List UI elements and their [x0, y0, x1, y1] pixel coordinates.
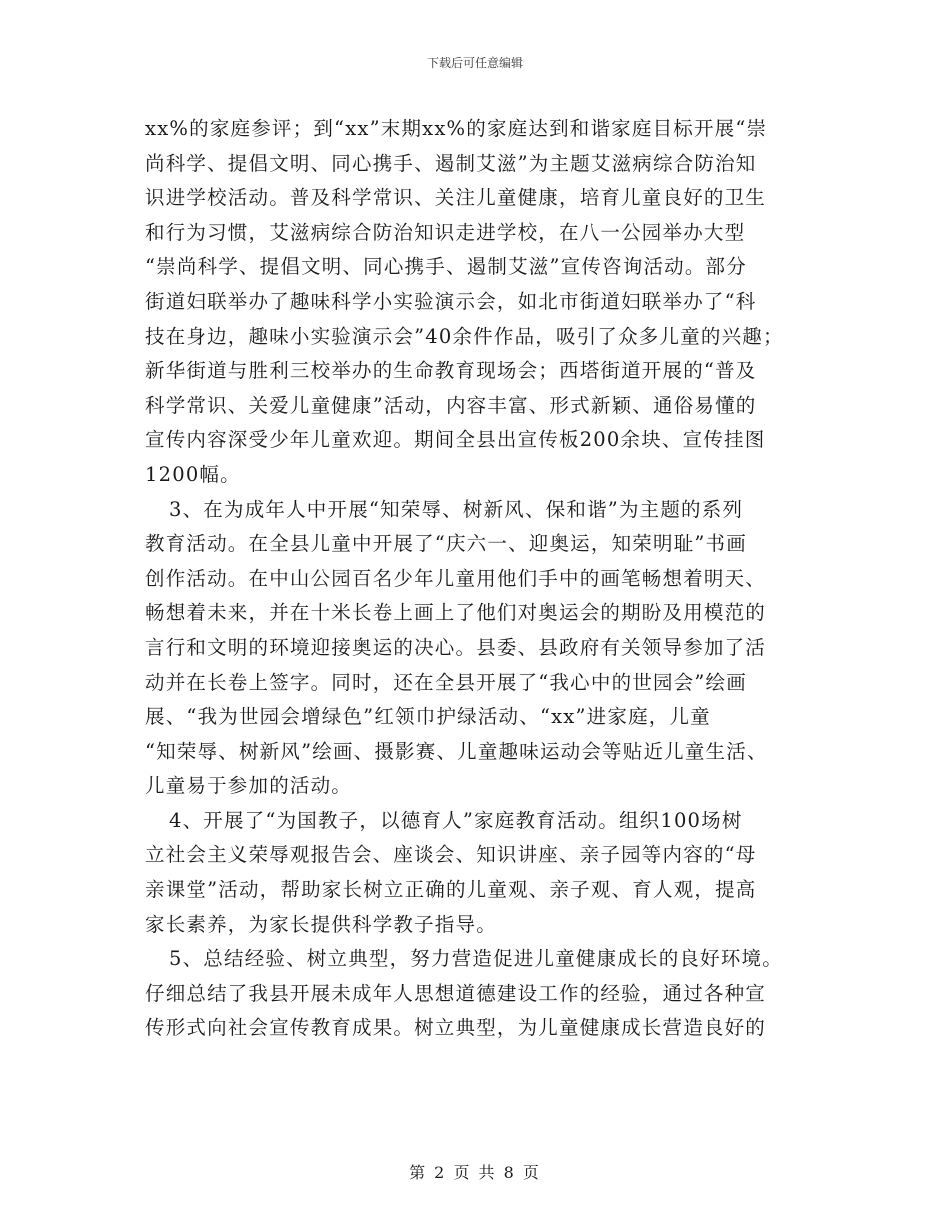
body-line: 亲课堂”活动，帮助家长树立正确的儿童观、亲子观、育人观，提高: [145, 878, 757, 902]
paragraph-start-line: 3、在为成年人中开展“知荣辱、树新风、保和谐”为主题的系列: [169, 497, 744, 521]
page-header: 下载后可任意编辑: [426, 56, 523, 70]
document-body: [145, 112, 825, 1046]
body-line: 科学常识、关爱儿童健康”活动，内容丰富、形式新颖、通俗易懂的: [145, 393, 757, 417]
body-line: “知荣辱、树新风”绘画、摄影赛、儿童趣味运动会等贴近儿童生活、: [145, 739, 768, 763]
body-line: xx%的家庭参评；到“xx”末期xx%的家庭达到和谐家庭目标开展“崇: [145, 117, 768, 140]
body-line: 言行和文明的环境迎接奥运的决心。县委、县政府有关领导参加了活: [145, 635, 767, 659]
body-line: 畅想着未来，并在十米长卷上画上了他们对奥运会的期盼及用模范的: [145, 601, 767, 625]
body-line: 立社会主义荣辱观报告会、座谈会、知识讲座、亲子园等内容的“母: [145, 843, 757, 867]
body-line: “崇尚科学、提倡文明、同心携手、遏制艾滋”宣传咨询活动。部分: [145, 255, 747, 279]
body-line: 新华街道与胜利三校举办的生命教育现场会；西塔街道开展的“普及: [145, 359, 757, 383]
paragraph-start-line: 5、总结经验、树立典型，努力营造促进儿童健康成长的良好环境。: [169, 947, 783, 971]
body-line: 1200幅。: [145, 462, 241, 486]
body-line: 展、“我为世园会增绿色”红领巾护绿活动、“xx”进家庭，儿童: [145, 705, 711, 729]
body-line: 技在身边，趣味小实验演示会”40余件作品，吸引了众多儿童的兴趣；: [145, 324, 784, 348]
body-line: 街道妇联举办了趣味科学小实验演示会，如北市街道妇联举办了“科: [145, 289, 757, 313]
body-line: 识进学校活动。普及科学常识、关注儿童健康，培育儿童良好的卫生: [145, 186, 767, 210]
page-number-footer: 第 2 页 共 8 页: [409, 1163, 541, 1182]
body-line: 儿童易于参加的活动。: [145, 774, 353, 798]
body-line: 传形式向社会宣传教育成果。树立典型，为儿童健康成长营造良好的: [145, 1016, 767, 1040]
body-line: 宣传内容深受少年儿童欢迎。期间全县出宣传板200余块、宣传挂图: [145, 428, 766, 452]
body-line: 创作活动。在中山公园百名少年儿童用他们手中的画笔畅想着明天、: [145, 566, 767, 590]
body-line: 尚科学、提倡文明、同心携手、遏制艾滋”为主题艾滋病综合防治知: [145, 151, 757, 175]
body-line: 动并在长卷上签字。同时，还在全县开展了“我心中的世园会”绘画: [145, 670, 747, 694]
body-line: 教育活动。在全县儿童中开展了“庆六一、迎奥运，知荣明耻”书画: [145, 532, 747, 556]
body-line: 家长素养，为家长提供科学教子指导。: [145, 912, 497, 936]
body-line: 仔细总结了我县开展未成年人思想道德建设工作的经验，通过各种宣: [145, 981, 767, 1005]
paragraph-start-line: 4、开展了“为国教子，以德育人”家庭教育活动。组织100场树: [169, 808, 743, 832]
body-line: 和行为习惯，艾滋病综合防治知识走进学校，在八一公园举办大型: [145, 220, 746, 244]
